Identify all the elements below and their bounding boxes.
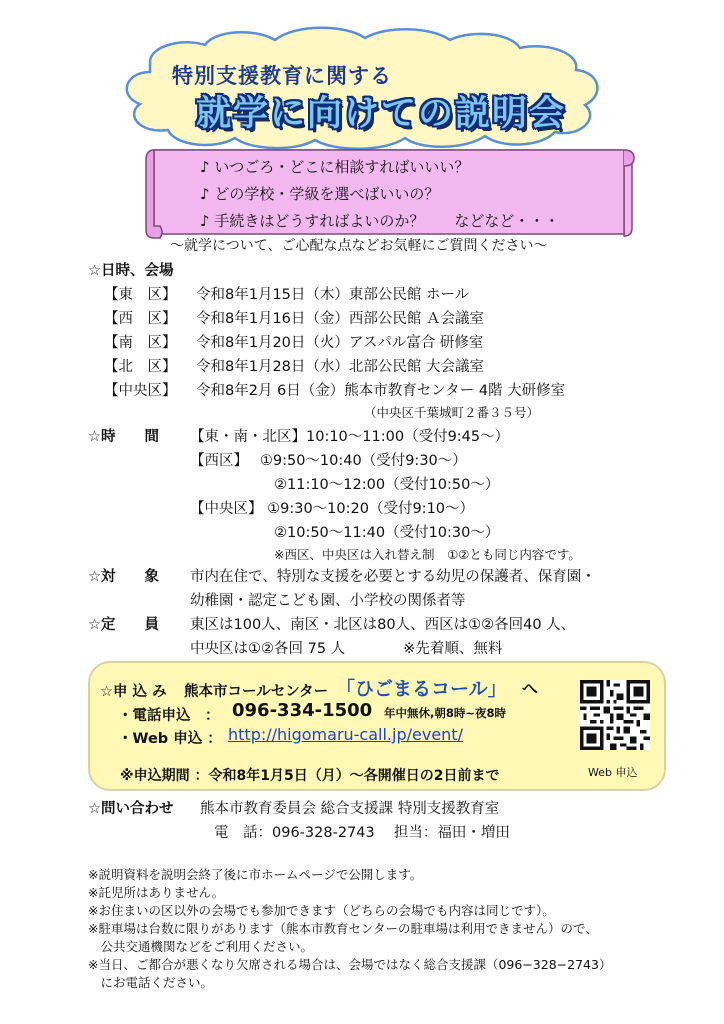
- contact-heading: ☆問い合わせ: [88, 801, 174, 817]
- contact-org: 熊本市教育委員会 総合支援課 特別支援教育室: [200, 801, 500, 817]
- apply-suffix: へ: [522, 679, 539, 698]
- contact-phone: 電 話：096-328-2743 担当：福田・増田: [214, 825, 510, 841]
- schedule-detail: 令和8年1月28日（水）北部公民館 大会議室: [196, 359, 485, 375]
- schedule-heading: ☆日時、会場: [88, 263, 174, 279]
- schedule-detail: 令和8年1月16日（金）西部公民館 Ａ会議室: [196, 311, 485, 327]
- phone-hours: 年中無休,朝8時~夜8時: [384, 706, 507, 720]
- schedule-detail: 令和8年2月 6日（金）熊本市教育センター 4階 大研修室: [196, 383, 566, 399]
- schedule-detail: 令和8年1月15日（木）東部公民館 ホール: [196, 287, 470, 303]
- apply-url-link[interactable]: http://higomaru-call.jp/event/: [228, 725, 463, 744]
- time-line: ②10:50～11:40（受付10:30～）: [274, 525, 500, 541]
- web-apply-label: ・Web 申込 ：: [118, 731, 222, 747]
- note-line: ※駐車場は台数に限りがあります（熊本市教育センターの駐車場は利用できません）ので、: [88, 921, 598, 936]
- target-heading: ☆対 象: [88, 569, 159, 585]
- schedule-district: 【西 区】: [104, 311, 177, 327]
- schedule-district: 【北 区】: [104, 359, 177, 375]
- page-title: 就学に向けての説明会: [196, 94, 567, 134]
- qr-code[interactable]: [580, 680, 650, 750]
- question-1: ♪ いつごろ・どこに相談すればいいい？: [200, 158, 470, 176]
- phone-apply-label: ・電話申込 ：: [118, 708, 220, 724]
- phone-number[interactable]: 096-334-1500: [232, 700, 373, 721]
- capacity-line: 中央区は①②各回 75 人 ※先着順、無料: [190, 641, 503, 657]
- times-note: ※西区、中央区は入れ替え制 ①②とも同じ内容です。: [274, 547, 581, 562]
- target-line: 幼稚園・認定こども園、小学校の関係者等: [190, 593, 466, 609]
- lead-text: ～就学について、ご心配な点などお気軽にご質問ください～: [170, 238, 548, 254]
- call-center-label: 熊本市コールセンター: [184, 684, 329, 700]
- question-2: ♪ どの学校・学級を選べばいいの？: [200, 185, 440, 203]
- note-line: 公共交通機関などをご利用ください。: [88, 939, 314, 954]
- schedule-district: 【中央区】: [104, 383, 177, 399]
- qr-caption: Web 申込: [588, 766, 638, 779]
- schedule-district: 【東 区】: [104, 287, 177, 303]
- note-line: ※説明資料を説明会終了後に市ホームページで公開します。: [88, 867, 423, 882]
- time-line: 【東・南・北区】10:10～11:00（受付9:45～）: [190, 429, 510, 445]
- target-line: 市内在住で、特別な支援を必要とする幼児の保護者、保育園・: [190, 569, 596, 585]
- question-3: ♪ 手続きはどうすればよいのか？ などなど・・・: [200, 212, 560, 230]
- capacity-line: 東区は100人、南区・北区は80人、西区は①②各回40 人、: [190, 617, 576, 633]
- capacity-heading: ☆定 員: [88, 617, 159, 633]
- note-line: ※託児所はありません。: [88, 885, 225, 900]
- title-subheading: 特別支援教育に関する: [172, 64, 392, 88]
- time-line: ②11:10～12:00（受付10:50～）: [274, 477, 500, 493]
- call-center-name: 「ひごまるコール」: [336, 678, 507, 700]
- time-line: 【西区】 ①9:50～10:40（受付9:30～）: [190, 453, 467, 469]
- note-line: ※当日、ご都合が悪くなり欠席される場合は、会場ではなく総合支援課（096−328−2743）: [88, 957, 612, 972]
- times-heading: ☆時 間: [88, 429, 159, 445]
- apply-label: ☆申 込 み: [100, 684, 167, 700]
- time-line: 【中央区】 ①9:30～10:20（受付9:10～）: [190, 501, 475, 517]
- note-line: にお電話ください。: [88, 975, 214, 990]
- schedule-detail: 令和8年1月20日（火）アスパル富合 研修室: [196, 335, 484, 351]
- application-period: ※申込期間 ：令和8年1月5日（月）～各開催日の2日前まで: [120, 768, 500, 784]
- schedule-district: 【南 区】: [104, 335, 177, 351]
- note-line: ※お住まいの区以外の会場でも参加できます（どちらの会場でも内容は同じです）。: [88, 903, 555, 918]
- venue-address: （中央区千葉城町２番３５号）: [364, 405, 540, 420]
